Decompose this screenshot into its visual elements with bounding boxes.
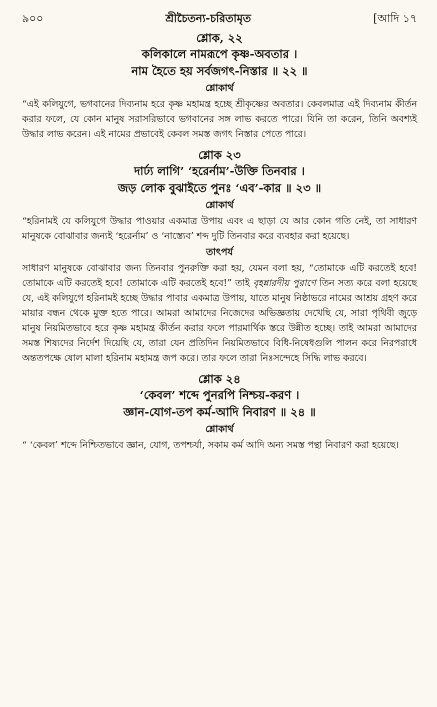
verse-23-line-1: দার্ঢ্য লাগি’ ‘হরের্নাম’-উক্তি তিনবার । <box>134 164 305 178</box>
purport-text-2: তিন সত্য করে বলা হয়েছে যে, এই কলিযুগে হরিনামই হচ্ছে উদ্ধার পাবার একমাত্র উপায়, যাতে মানুষ নিষ্ঠাভরে নামের আশ্রয় গ্রহণ করে মায়ার বন্ধন থেকে মুক্ত হতে পারে। আমরা আমাদের নিজেদের অভিজ্ঞতায় দেখেছি যে, সারা পৃথিবী জুড়ে মানুষ নিয়মিতভাবে হরে কৃষ্ণ মহামন্ত্র কীর্তন করার ফলে পারমার্থিক স্তরে উন্নীত হচ্ছে। তাই আমরা আমাদের সমস্ত শিষ্যদের নির্দেশ দিয়েছি যে, তারা যেন প্রতিদিন নিয়মিতভাবে বিধি-নিষেধগুলি পালন করে নিরপরাধে অন্ততপক্ষে ষোল মালা হরিনাম মহামন্ত্র জপ করে। তার ফলে তারা নিঃসন্দেহে সিদ্ধি লাভ করবে। <box>22 278 417 364</box>
book-title: শ্রীচৈতন্য-চরিতামৃত <box>165 12 252 25</box>
verse-24-line-2: জ্ঞান-যোগ-তপ কর্ম-আদি নিবারণ ॥ ২৪ ॥ <box>123 405 316 419</box>
running-header <box>22 10 417 30</box>
chapter-ref: [আদি ১৭ <box>373 12 417 25</box>
verse-24-translation: “ ‘কেবল’ শব্দে নিশ্চিতভাবে জ্ঞান, যোগ, তপশ্চর্যা, সকাম কর্ম আদি অন্য সমস্ত পন্থা নিবারণ করা হয়েছে। <box>22 440 399 451</box>
verse-23-purport-label: তাৎপর্য <box>206 247 233 258</box>
verse-22-line-2: নাম হৈতে হয় সর্বজগৎ-নিস্তার ॥ ২২ ॥ <box>131 64 308 78</box>
verse-23-heading: শ্লোক ২৩ <box>198 148 241 162</box>
verse-23-purport <box>22 261 417 366</box>
verse-23-translation-label: শ্লোকার্থ <box>205 200 234 211</box>
purport-text-1: সাধারণ মানুষকে বোঝাবার জন্য তিনবার পুনরুক্তি করা হয়, যেমন বলা হয়, “তোমাকে এটি করতেই হবে! তোমাকে এটি করতেই হবে! তোমাকে এটি করতেই হবে!” তাই <box>22 263 417 289</box>
verse-23-line-2: জড় লোক বুঝাইতে পুনঃ ‘এব’-কার ॥ ২৩ ॥ <box>117 181 322 195</box>
verse-23-translation: “হরিনামই যে কলিযুগে উদ্ধার পাওয়ার একমাত্র উপায় এবং এ ছাড়া যে আর কোন গতি নেই, তা সাধারণ মানুষকে বোঝাবার জন্যই ‘হরের্নাম’ ও ‘নাস্ত্যেব’ শব্দ দুটি তিনবার করে ব্যবহার করা হয়েছে। <box>22 216 417 242</box>
verse-22-line-1: কলিকালে নামরূপে কৃষ্ণ-অবতার । <box>141 47 298 61</box>
page-number: ৯০০ <box>22 12 44 25</box>
verse-24-line-1: ‘কেবল’ শব্দে পুনরপি নিশ্চয়-করণ । <box>139 388 300 402</box>
verse-22-heading: শ্লোক, ২২ <box>196 31 243 45</box>
verse-24-heading: শ্লোক ২৪ <box>198 372 241 386</box>
purport-book-title: বৃহন্নারদীয় পুরাণে <box>252 278 316 289</box>
verse-22-translation: “এই কলিযুগে, ভগবানের দিব্যনাম হরে কৃষ্ণ মহামন্ত্র হচ্ছে শ্রীকৃষ্ণের অবতার। কেবলমাত্র এই দিব্যনাম কীর্তন করার ফলে, যে কোন মানুষ সরাসরিভাবে ভগবানের সঙ্গ লাভ করতে পারে। যিনি তা করেন, তিনি অবশ্যই উদ্ধার লাভ করেন। এই নামের প্রভাবেই কেবল সমস্ত জগৎ নিস্তার পেতে পারে। <box>22 99 417 140</box>
verse-24-translation-label: শ্লোকার্থ <box>205 424 234 435</box>
verse-22-translation-label: শ্লোকার্থ <box>205 83 234 94</box>
